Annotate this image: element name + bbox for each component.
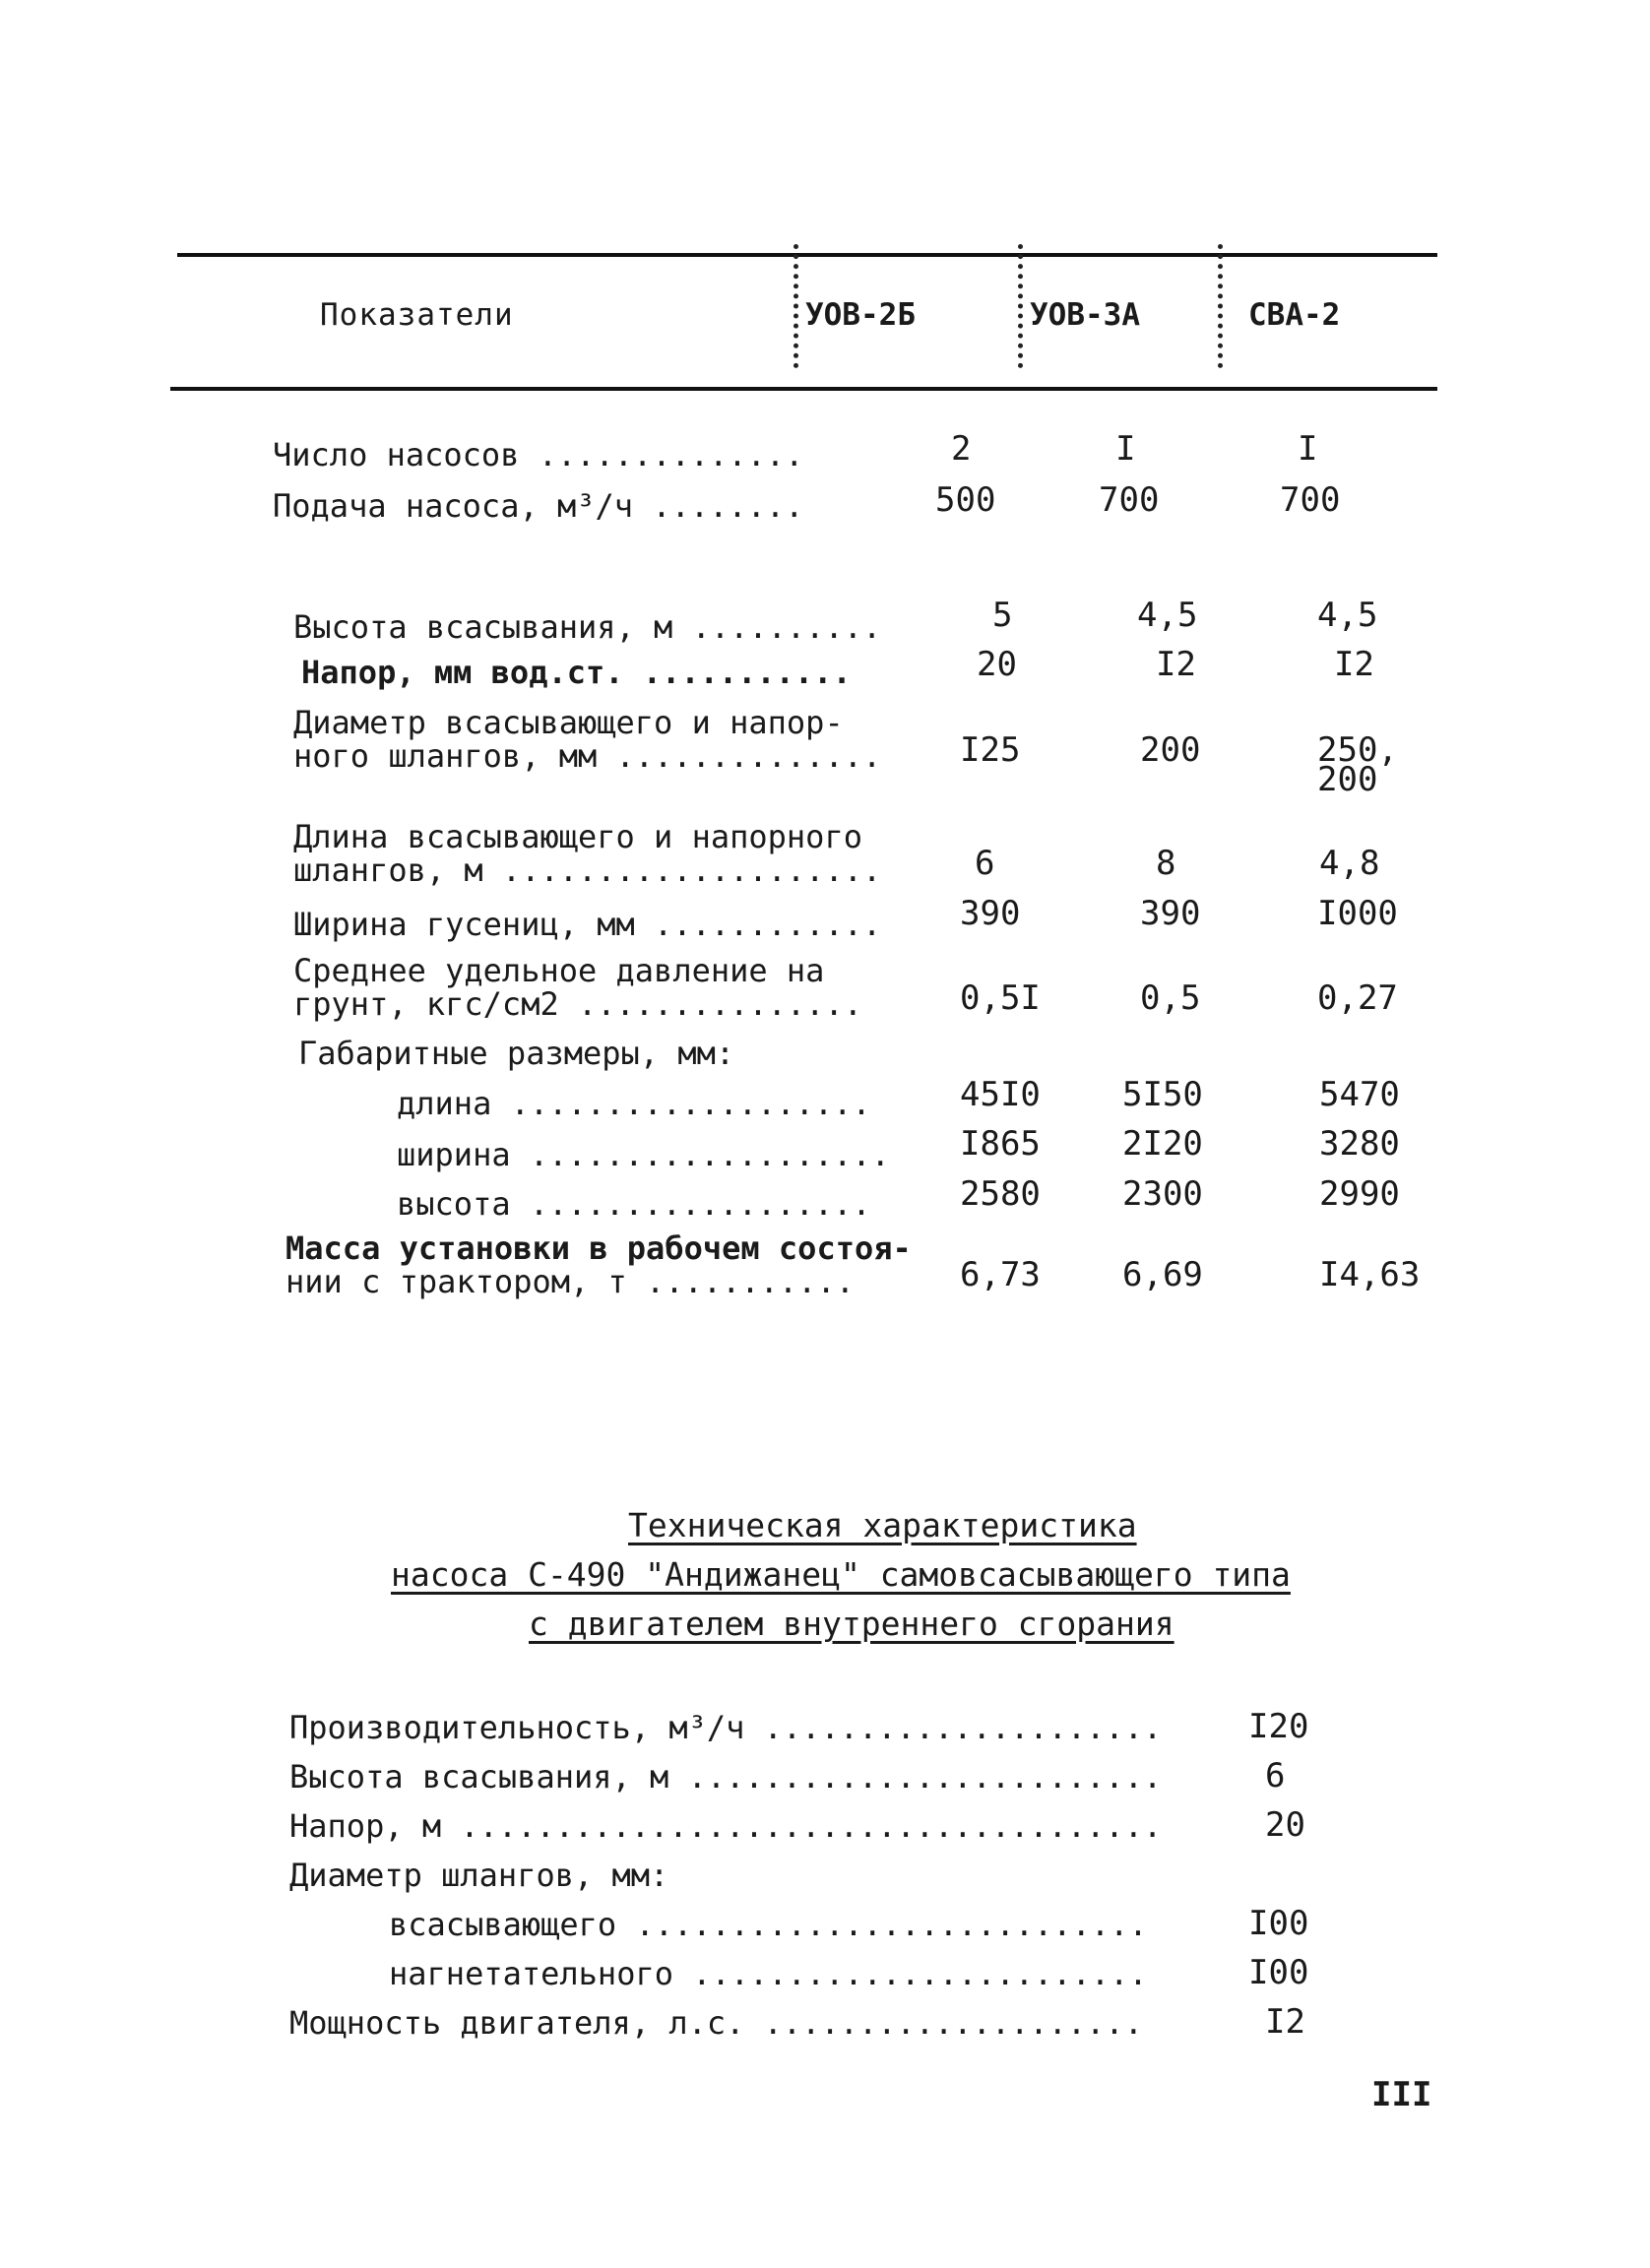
section-title-line: с двигателем внутреннего сгорания: [529, 1605, 1174, 1643]
spec-label: Высота всасывания, м .........................: [289, 1758, 1163, 1796]
row-label: Число насосов ..............: [273, 436, 804, 473]
cell: 2300: [1122, 1174, 1203, 1214]
row-label: ширина ...................: [397, 1136, 890, 1173]
row-label: Высота всасывания, м ..........: [293, 608, 882, 646]
column-divider: [1018, 244, 1023, 368]
cell: 2: [951, 429, 972, 469]
cell: 2990: [1319, 1174, 1400, 1214]
spec-value: I00: [1248, 1953, 1309, 1992]
spec-label: нагнетательного ........................: [389, 1955, 1148, 1992]
row-label-line: Масса установки в рабочем состоя-: [286, 1229, 912, 1267]
header-col-3: СВА-2: [1248, 297, 1341, 333]
row-label-line: Диаметр всасывающего и напор-: [293, 704, 844, 741]
header-indicator: Показатели: [320, 297, 514, 333]
cell: 4,5: [1137, 596, 1198, 635]
spec-label: Мощность двигателя, л.с. ....................: [289, 2004, 1143, 2042]
row-label-line: Среднее удельное давление на: [293, 952, 825, 989]
cell: 5: [992, 596, 1013, 635]
table-header-rule: [170, 387, 1437, 391]
spec-label: Производительность, м³/ч .....................: [289, 1709, 1163, 1746]
cell: 390: [960, 894, 1021, 933]
spec-value: I20: [1248, 1707, 1309, 1746]
cell: I: [1115, 429, 1136, 469]
cell: I2: [1334, 645, 1374, 684]
cell: 390: [1140, 894, 1201, 933]
cell: I865: [960, 1124, 1041, 1164]
section-title-line: Техническая характеристика: [628, 1506, 1137, 1544]
cell: 3280: [1319, 1124, 1400, 1164]
cell: 5470: [1319, 1075, 1400, 1114]
cell: I: [1298, 429, 1318, 469]
row-label-line: Длина всасывающего и напорного: [293, 818, 862, 855]
cell: 700: [1099, 480, 1160, 520]
section-title-line: насоса С-490 "Андижанец" самовсасывающего типа: [391, 1555, 1291, 1594]
cell: 5I50: [1122, 1075, 1203, 1114]
cell: 2I20: [1122, 1124, 1203, 1164]
table-row: [293, 952, 862, 1023]
spec-value: I00: [1248, 1904, 1309, 1943]
column-divider: [1218, 244, 1223, 368]
table-row: [293, 704, 882, 775]
spec-label: всасывающего ...........................: [389, 1906, 1148, 1943]
cell: I25: [960, 730, 1021, 770]
row-label: Габаритные размеры, мм:: [298, 1035, 735, 1072]
spec-label: Диаметр шлангов, мм:: [289, 1857, 669, 1894]
row-label-line: шлангов, м ....................: [293, 851, 882, 889]
cell: I2: [1156, 645, 1196, 684]
row-label: Подача насоса, м³/ч ........: [273, 487, 804, 525]
row-label: Напор, мм вод.ст. ...........: [301, 654, 852, 691]
cell: 6: [975, 844, 995, 883]
cell: 0,27: [1317, 978, 1398, 1018]
cell: 200: [1140, 730, 1201, 770]
header-col-2: УОВ-3А: [1030, 297, 1140, 333]
table-row: [293, 818, 882, 889]
cell: 2580: [960, 1174, 1041, 1214]
cell: 6,69: [1122, 1255, 1203, 1294]
cell: 6,73: [960, 1255, 1041, 1294]
table-top-rule: [177, 253, 1437, 257]
spec-value: 6: [1265, 1756, 1286, 1796]
page-number: III: [1371, 2075, 1432, 2114]
cell: 250,: [1317, 730, 1398, 770]
cell: 0,5: [1140, 978, 1201, 1018]
cell: 500: [935, 480, 996, 520]
row-label-line: нии с трактором, т ...........: [286, 1263, 855, 1300]
header-col-1: УОВ-2Б: [805, 297, 916, 333]
cell: 45I0: [960, 1075, 1041, 1114]
cell: 0,5I: [960, 978, 1041, 1018]
cell: I000: [1317, 894, 1398, 933]
row-label-line: ного шлангов, мм ..............: [293, 737, 882, 775]
cell: 4,8: [1319, 844, 1380, 883]
row-label: Ширина гусениц, мм ............: [293, 906, 882, 943]
spec-value: I2: [1265, 2002, 1305, 2042]
cell: 700: [1280, 480, 1341, 520]
spec-value: 20: [1265, 1805, 1305, 1845]
cell: 20: [977, 645, 1017, 684]
row-label-line: грунт, кгс/см2 ...............: [293, 985, 862, 1023]
row-label: высота ..................: [397, 1185, 871, 1223]
cell: 8: [1156, 844, 1176, 883]
row-label: длина ...................: [397, 1085, 871, 1122]
cell: I4,63: [1319, 1255, 1421, 1294]
cell: 200: [1317, 760, 1378, 799]
spec-label: Напор, м .....................................: [289, 1807, 1163, 1845]
column-divider: [793, 244, 798, 368]
cell: 4,5: [1317, 596, 1378, 635]
table-row: [286, 1229, 912, 1300]
